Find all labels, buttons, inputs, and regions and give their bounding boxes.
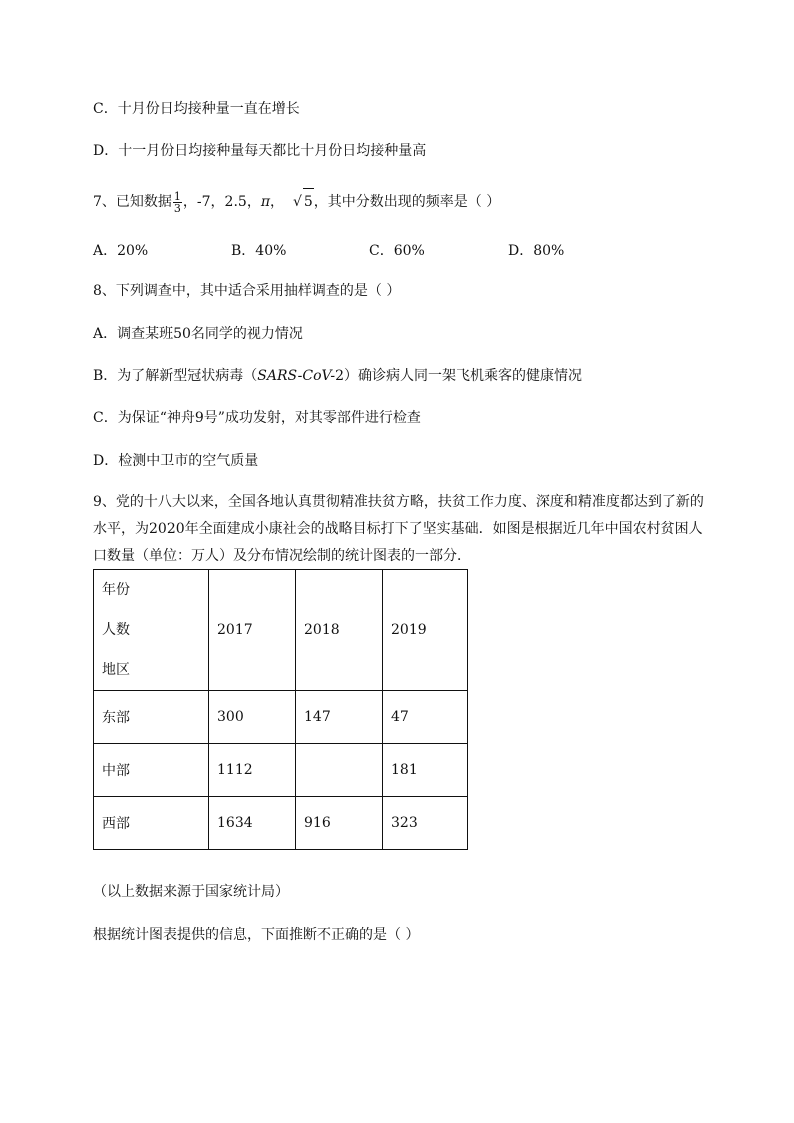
value-cell: 147 [296, 691, 383, 744]
q9-question: 根据统计图表提供的信息，下面推断不正确的是（ ） [93, 927, 420, 943]
q7-option-b: B．40% [231, 243, 287, 259]
value-cell: 916 [296, 797, 383, 850]
value-cell: 1634 [209, 797, 296, 850]
q7-mid: ，-7，2.5， [182, 194, 261, 210]
q7-sqrt-symbol: √ [292, 194, 302, 210]
q7-comma: ， [270, 194, 285, 210]
region-cell: 东部 [94, 691, 209, 744]
q9-stem-line3: 口数量（单位：万人）及分布情况绘制的统计图表的一部分． [93, 548, 471, 564]
table-header-row [94, 570, 468, 691]
q8-option-b-post: 2）确诊病人同一架飞机乘客的健康情况 [335, 368, 582, 384]
table-row [94, 744, 468, 797]
q8-stem: 8、下列调查中，其中适合采用抽样调查的是（ ） [93, 283, 401, 299]
q8-option-b-pre: B．为了解新型冠状病毒（ [93, 368, 258, 384]
value-cell [296, 744, 383, 797]
q9-source-note: （以上数据来源于国家统计局） [93, 884, 289, 900]
header-year-2017: 2017 [209, 570, 296, 691]
header-year-2019: 2019 [383, 570, 468, 691]
q8-option-c: C．为保证“神舟9号”成功发射，对其零部件进行检查 [93, 410, 421, 426]
q6-option-d: D．十一月份日均接种量每天都比十月份日均接种量高 [93, 143, 427, 159]
table-row [94, 691, 468, 744]
header-label-year: 年份 [102, 582, 130, 598]
q8-option-d: D．检测中卫市的空气质量 [93, 453, 259, 469]
q7-option-c: C．60% [369, 243, 425, 259]
value-cell: 181 [383, 744, 468, 797]
value-cell: 47 [383, 691, 468, 744]
q8-option-a: A．调查某班50名同学的视力情况 [93, 326, 303, 342]
q9-stem-line1: 9、党的十八大以来，全国各地认真贯彻精准扶贫方略，扶贫工作力度、深度和精准度都达到了新的 [93, 494, 704, 510]
header-label-count: 人数 [102, 622, 130, 638]
q7-option-a: A．20% [93, 243, 149, 259]
q7-prefix: 7、已知数据 [93, 194, 172, 210]
q7-fraction [173, 191, 182, 214]
poverty-table [93, 569, 468, 850]
header-year-2018: 2018 [296, 570, 383, 691]
value-cell: 323 [383, 797, 468, 850]
table-row [94, 797, 468, 850]
q8-option-b [93, 366, 582, 386]
header-corner-cell [94, 570, 209, 691]
q8-option-b-italic: SARS-CoV- [257, 368, 336, 384]
region-cell: 西部 [94, 797, 209, 850]
value-cell: 300 [209, 691, 296, 744]
region-cell: 中部 [94, 744, 209, 797]
q7-stem [93, 188, 500, 215]
q7-sqrt-value: 5 [303, 188, 314, 215]
value-cell: 1112 [209, 744, 296, 797]
q6-option-c: C．十月份日均接种量一直在增长 [93, 101, 300, 117]
q7-frac-den: 3 [173, 201, 181, 215]
q7-suffix: ，其中分数出现的频率是（ ） [313, 194, 501, 210]
q7-option-d: D．80% [508, 243, 565, 259]
header-label-region: 地区 [102, 662, 130, 678]
q7-pi: π [260, 194, 271, 210]
q7-frac-num: 1 [173, 189, 181, 203]
q9-stem-line2: 水平，为2020年全面建成小康社会的战略目标打下了坚实基础．如图是根据近几年中国农村贫困人 [93, 521, 703, 537]
